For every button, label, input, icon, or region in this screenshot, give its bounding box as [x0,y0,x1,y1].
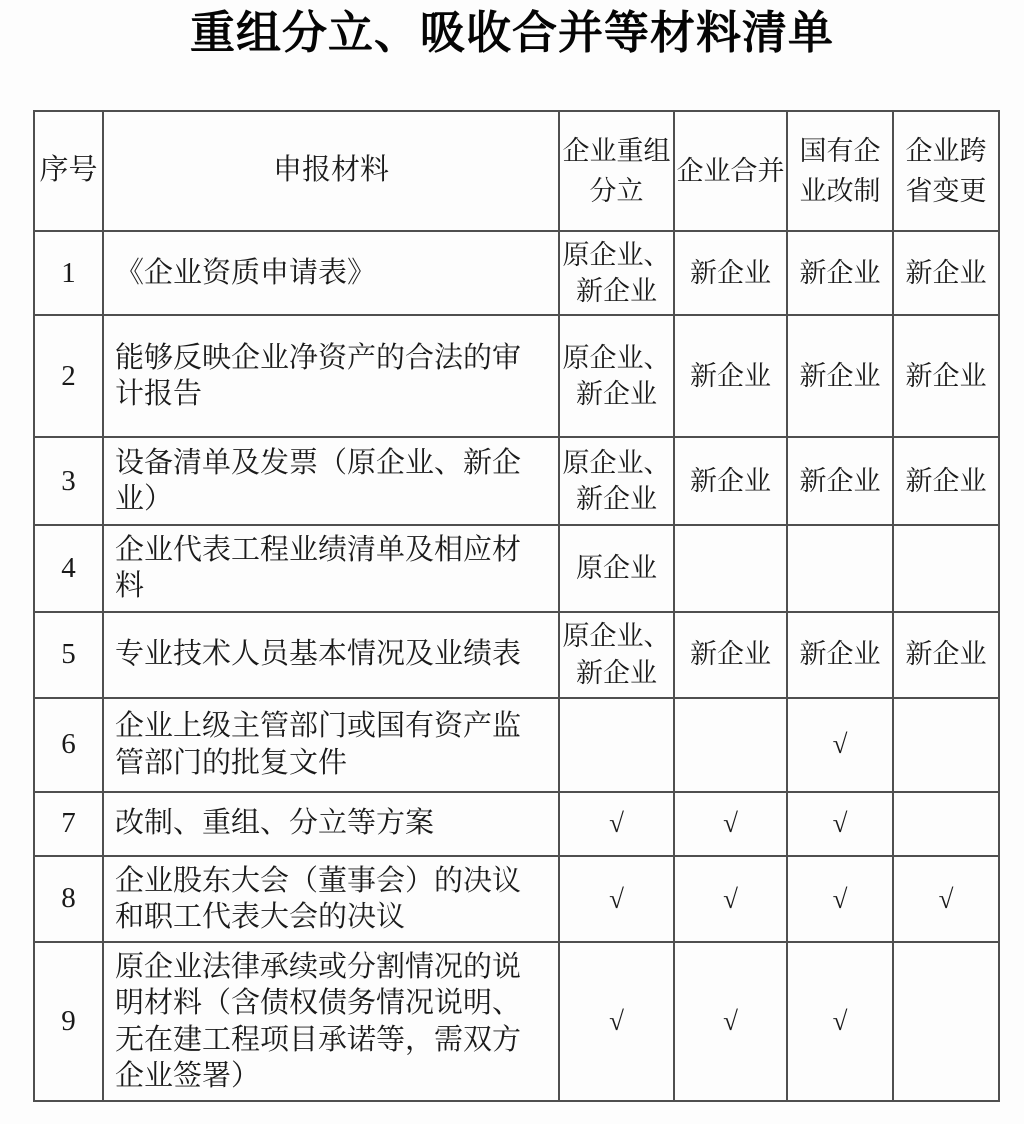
requirement-cell [674,525,787,612]
requirement-cell: 原企业、新企业 [559,231,674,315]
row-number-cell: 7 [34,792,103,856]
requirement-cell: 新企业 [787,612,893,698]
requirement-cell: 新企业 [787,231,893,315]
requirement-cell: √ [674,856,787,943]
requirement-cell: 新企业 [787,315,893,437]
table-row [34,525,999,612]
row-number-cell: 4 [34,525,103,612]
requirement-cell: √ [674,792,787,856]
col-header-material: 申报材料 [103,111,559,231]
table-row [34,315,999,437]
material-name-cell: 企业股东大会（董事会）的决议和职工代表大会的决议 [103,856,559,943]
table-row [34,792,999,856]
material-name-cell: 设备清单及发票（原企业、新企业） [103,437,559,525]
row-number-cell: 3 [34,437,103,525]
material-name-cell: 《企业资质申请表》 [103,231,559,315]
requirement-cell [893,525,999,612]
requirement-cell [559,698,674,792]
col-header-cross-province: 企业跨省变更 [893,111,999,231]
requirement-cell: √ [674,942,787,1101]
requirement-cell: √ [787,856,893,943]
material-name-cell: 专业技术人员基本情况及业绩表 [103,612,559,698]
requirement-cell: √ [787,698,893,792]
requirement-cell: 新企业 [893,612,999,698]
requirement-cell [893,942,999,1101]
requirement-cell: 新企业 [674,437,787,525]
requirement-cell: 新企业 [674,612,787,698]
requirement-cell: √ [787,942,893,1101]
requirement-cell: 原企业、新企业 [559,437,674,525]
requirement-cell: √ [559,942,674,1101]
table-row [34,942,999,1101]
requirement-cell [674,698,787,792]
requirement-cell: 新企业 [893,231,999,315]
table-row [34,856,999,943]
table-row [34,612,999,698]
table-row [34,698,999,792]
requirement-cell: √ [559,856,674,943]
page-title: 重组分立、吸收合并等材料清单 [189,8,834,58]
requirement-cell [893,792,999,856]
row-number-cell: 9 [34,942,103,1101]
requirement-cell: √ [893,856,999,943]
row-number-cell: 5 [34,612,103,698]
table-row [34,437,999,525]
requirement-cell: 新企业 [787,437,893,525]
materials-table [33,110,1000,1102]
table-row [34,231,999,315]
col-header-reorg-split: 企业重组分立 [559,111,674,231]
row-number-cell: 6 [34,698,103,792]
requirement-cell: 原企业、新企业 [559,315,674,437]
requirement-cell: 新企业 [893,437,999,525]
row-number-cell: 2 [34,315,103,437]
requirement-cell: 新企业 [674,315,787,437]
material-name-cell: 能够反映企业净资产的合法的审计报告 [103,315,559,437]
material-name-cell: 企业代表工程业绩清单及相应材料 [103,525,559,612]
requirement-cell: √ [787,792,893,856]
row-number-cell: 8 [34,856,103,943]
requirement-cell [787,525,893,612]
col-header-merger: 企业合并 [674,111,787,231]
requirement-cell [893,698,999,792]
requirement-cell: 新企业 [893,315,999,437]
row-number-cell: 1 [34,231,103,315]
requirement-cell: 新企业 [674,231,787,315]
col-header-index: 序号 [34,111,103,231]
requirement-cell: 原企业、新企业 [559,612,674,698]
requirement-cell: √ [559,792,674,856]
material-name-cell: 改制、重组、分立等方案 [103,792,559,856]
header-row [34,111,999,231]
table-body [34,231,999,1101]
material-name-cell: 原企业法律承续或分割情况的说明材料（含债权债务情况说明、无在建工程项目承诺等，需双方企业签署） [103,942,559,1101]
requirement-cell: 原企业 [559,525,674,612]
material-name-cell: 企业上级主管部门或国有资产监管部门的批复文件 [103,698,559,792]
col-header-soe-reform: 国有企业改制 [787,111,893,231]
